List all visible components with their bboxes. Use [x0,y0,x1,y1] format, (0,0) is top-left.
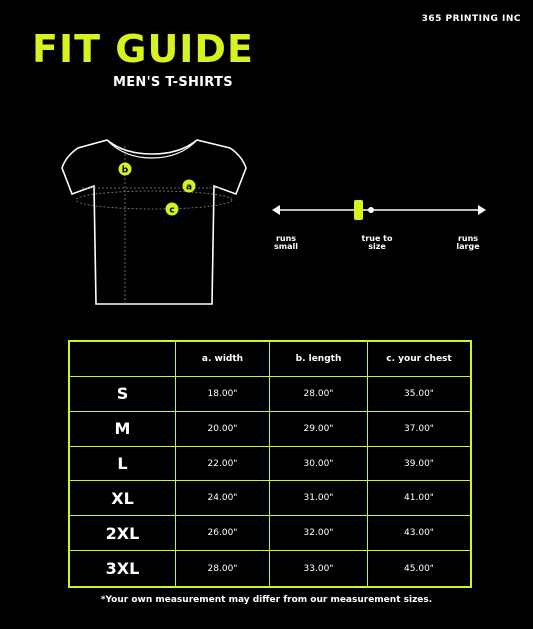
right-arrow-icon [478,205,486,215]
row-s-chest: 35.00" [368,377,470,412]
brand-name: 365 PRINTING INC [421,14,521,24]
row-s-size: S [70,377,176,412]
row-2xl-size: 2XL [70,516,176,551]
row-m-chest: 37.00" [368,412,470,447]
left-arrow-icon [272,205,280,215]
label-runs-small: runs small [274,234,298,251]
row-m-size: M [70,412,176,447]
row-2xl-chest: 43.00" [368,516,470,551]
row-3xl-chest: 45.00" [404,563,434,574]
row-2xl-length: 32.00" [270,516,368,551]
tshirt-outline [62,140,246,304]
fit-scale-line [270,195,490,225]
row-xl-length: 31.00" [270,481,368,516]
row-s-length: 28.00" [270,377,368,412]
fit-scale [270,195,490,251]
label-runs-large: runs large [456,234,480,251]
marker-b-label: b [121,165,129,176]
row-m-length: 29.00" [270,412,368,447]
row-xl-size: XL [70,481,176,516]
row-s-width: 18.00" [176,377,270,412]
row-3xl-length: 33.00" [270,551,368,586]
label-true-to-size: true to size [361,234,393,251]
header-empty [70,342,176,377]
page-subtitle: MEN'S T-SHIRTS [113,75,233,90]
row-l-chest: 39.00" [368,447,470,482]
row-xl-chest: 41.00" [368,481,470,516]
page-title: FIT GUIDE [32,27,254,71]
header-width: a. width [176,342,270,377]
size-table [68,340,472,588]
row-3xl-width: 28.00" [176,551,270,586]
header-chest: c. your chest [368,342,470,377]
tshirt-diagram [52,128,252,308]
row-l-size: L [70,447,176,482]
fit-marker [354,200,363,220]
row-xl-width: 24.00" [176,481,270,516]
row-m-width: 20.00" [176,412,270,447]
chest-guide-ellipse [76,191,232,209]
measurement-note: *Your own measurement may differ from our measurement sizes. [100,595,433,605]
header-length: b. length [270,342,368,377]
marker-a-label: a [185,182,193,193]
marker-c-label: c [169,205,175,216]
row-3xl-size: 3XL [70,551,176,586]
row-l-width: 22.00" [176,447,270,482]
row-l-length: 30.00" [270,447,368,482]
row-2xl-width: 26.00" [176,516,270,551]
fit-dot [368,207,374,213]
